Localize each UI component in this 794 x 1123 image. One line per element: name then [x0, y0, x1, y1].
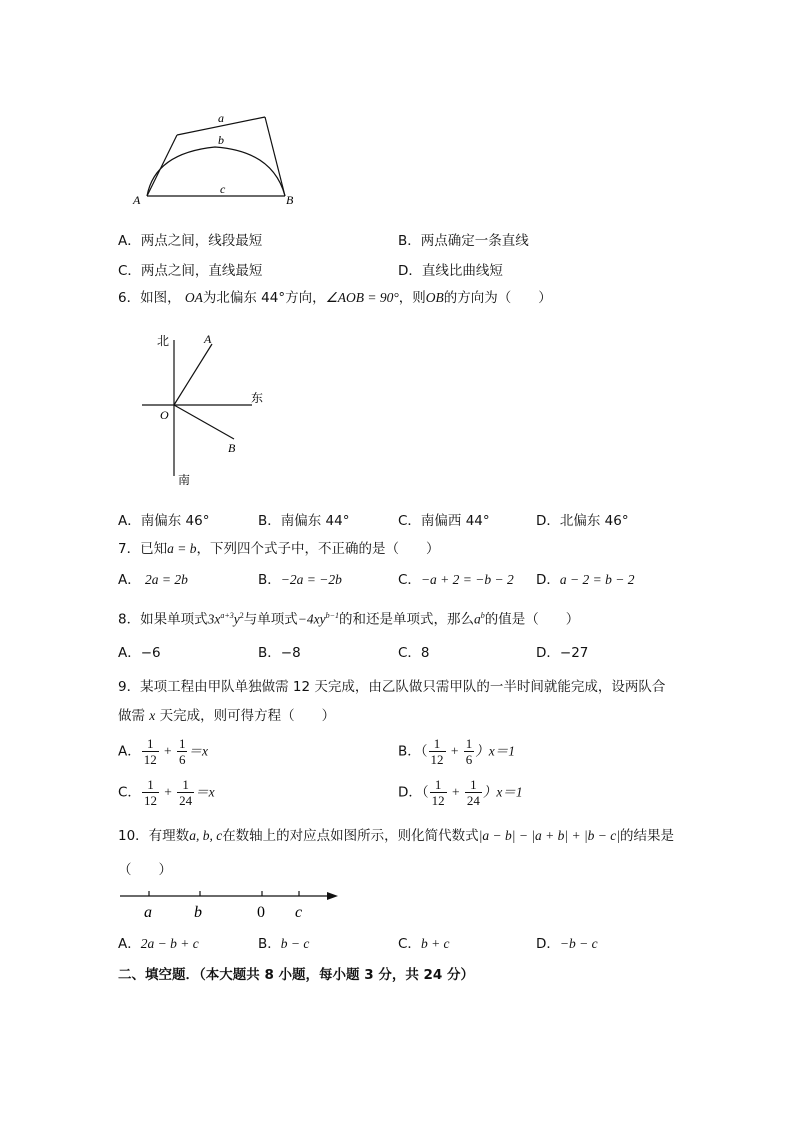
- q9-b-plus: +: [450, 743, 459, 759]
- q9-d-frac2-den: 24: [466, 793, 480, 808]
- label-east: 东: [251, 391, 264, 405]
- q8-ab-base: a: [474, 611, 481, 627]
- q8-mono1-y: y: [233, 611, 240, 627]
- q9-b-frac1-den: 12: [430, 752, 444, 767]
- q9-a-frac2: [177, 736, 188, 767]
- q9-d-prefix: D．（: [398, 784, 429, 801]
- q9-a-tail: ＝x: [188, 743, 208, 759]
- q10-stem-mid: 在数轴上的对应点如图所示，则化简代数式: [222, 828, 479, 844]
- q7-option-b-prefix: B．: [258, 572, 281, 588]
- q5-option-c: C．两点之间，直线最短: [118, 263, 263, 279]
- q9-c-tail: ＝x: [195, 784, 215, 800]
- q9-a-frac1-den: 12: [143, 752, 157, 767]
- q7-option-c-prefix: C．: [398, 572, 421, 588]
- label-A: A: [204, 332, 212, 346]
- q10-option-d-expr: −b − c: [559, 936, 598, 951]
- q9-option-b: [398, 736, 515, 767]
- q8-option-b: B．−8: [258, 645, 301, 661]
- q9-option-a: [118, 736, 208, 767]
- label-north: 北: [157, 334, 170, 348]
- q10-stem-vars: a, b, c: [189, 828, 223, 843]
- q6-stem: [118, 288, 552, 308]
- q8-ab-exp: b: [480, 611, 485, 620]
- q10-stem-pre: 10．有理数: [118, 828, 190, 844]
- q6-option-a: A．南偏东 46°: [118, 513, 210, 529]
- q8-stem-end: 的值是（ ）: [484, 611, 580, 628]
- q9-a-frac2-den: 6: [178, 752, 186, 767]
- q10-option-c-prefix: C．: [398, 936, 421, 952]
- q10-option-d-prefix: D．: [536, 936, 560, 952]
- q6-stem-oa: OA: [184, 290, 203, 305]
- q9-c-prefix: C．: [118, 784, 141, 801]
- segment-arc-figure: [125, 105, 305, 210]
- q9-c-plus: +: [164, 784, 172, 800]
- q8-mono1: 3x: [207, 611, 221, 627]
- q10-option-a: [118, 934, 199, 954]
- q8-stem-mid: 与单项式: [243, 611, 298, 628]
- q8-mono2: −4xy: [297, 611, 326, 627]
- q6-stem-then: ，则: [398, 290, 426, 306]
- q7-stem-pre: 7．已知: [118, 541, 168, 557]
- section-heading-fill-in: 二、填空题．（本大题共 8 小题，每小题 3 分，共 24 分）: [118, 967, 475, 983]
- q9-d-frac2: [465, 777, 482, 808]
- q7-option-d-prefix: D．: [536, 572, 560, 588]
- q9-d-frac1-den: 12: [431, 793, 445, 808]
- q8-option-a: A．−6: [118, 645, 161, 661]
- q7-option-a-expr: 2a = 2b: [145, 572, 188, 587]
- q9-option-c: [118, 777, 215, 808]
- q6-stem-mid: 为北偏东 44°方向，: [202, 290, 326, 306]
- q9-a-prefix: A．: [118, 743, 141, 760]
- q10-option-a-expr: 2a − b + c: [140, 936, 199, 951]
- q9-c-frac1-den: 12: [143, 793, 157, 808]
- q9-c-frac2-den: 24: [179, 793, 193, 808]
- q8-mono1-yexp: 2: [239, 611, 244, 620]
- q10-option-c: [398, 934, 450, 954]
- q8-option-c: C．8: [398, 645, 430, 661]
- compass-figure: [140, 328, 280, 490]
- q9-d-frac1: [430, 777, 447, 808]
- q9-b-frac1-num: 1: [429, 736, 446, 752]
- q6-option-c: C．南偏西 44°: [398, 513, 490, 529]
- q7-option-d-expr: a − 2 = b − 2: [559, 572, 635, 587]
- label-B: B: [286, 193, 294, 207]
- q7-option-d: [536, 570, 635, 590]
- q5-option-a: A．两点之间，线段最短: [118, 233, 263, 249]
- q10-stem: [118, 826, 674, 846]
- q8-stem: [118, 606, 579, 630]
- q6-option-b: B．南偏东 44°: [258, 513, 350, 529]
- q9-a-frac1-num: 1: [142, 736, 159, 752]
- q8-option-d: D．−27: [536, 645, 589, 661]
- q9-stem-line2: [118, 706, 335, 726]
- q9-stem-line1: 9．某项工程由甲队单独做需 12 天完成，由乙队做只需甲队的一半时间就能完成，设两队合: [118, 679, 666, 695]
- q9-d-frac2-num: 1: [465, 777, 482, 793]
- q9-d-plus: +: [451, 784, 460, 800]
- q9-c-frac2: [177, 777, 194, 808]
- label-B: B: [228, 441, 236, 455]
- label-south: 南: [178, 473, 191, 487]
- q7-option-a: [118, 570, 188, 590]
- q9-a-plus: +: [164, 743, 172, 759]
- q10-option-c-expr: b + c: [420, 936, 450, 951]
- axis-label-c: c: [295, 904, 303, 921]
- axis-label-a: a: [144, 904, 152, 921]
- q9-line2-pre: 做需: [118, 708, 145, 724]
- axis-label-zero: 0: [257, 904, 265, 921]
- q8-stem-pre: 8．如果单项式: [118, 611, 208, 628]
- q8-stem-mid2: 的和还是单项式，那么: [339, 611, 474, 628]
- q9-a-frac2-num: 1: [178, 736, 186, 751]
- q10-stem-expr: |a − b| − |a + b| + |b − c|: [478, 828, 620, 843]
- q9-b-frac2: [464, 736, 475, 767]
- q10-stem-end: 的结果是: [620, 828, 674, 844]
- q7-option-b: [258, 570, 342, 590]
- q9-b-frac1: [429, 736, 446, 767]
- q6-option-d: D．北偏东 46°: [536, 513, 629, 529]
- q5-option-b: B．两点确定一条直线: [398, 233, 529, 249]
- label-a: a: [218, 111, 224, 125]
- q10-option-d: [536, 934, 598, 954]
- label-A: A: [133, 193, 141, 207]
- q10-option-a-prefix: A．: [118, 936, 141, 952]
- q7-option-c: [398, 570, 514, 590]
- q10-option-b: [258, 934, 309, 954]
- q10-stem-paren: （ ）: [118, 862, 172, 878]
- q7-stem: [118, 539, 439, 559]
- q7-option-a-prefix: A．: [118, 572, 141, 588]
- q6-stem-angle: ∠AOB = 90°: [325, 290, 399, 305]
- q9-b-tail: ）x＝1: [475, 743, 515, 759]
- q10-option-b-expr: b − c: [280, 936, 310, 951]
- q9-line2-end: 天完成，则可得方程（ ）: [159, 708, 336, 724]
- q9-line2-x: x: [149, 708, 156, 723]
- label-O: O: [160, 408, 169, 422]
- q9-option-d: [398, 777, 523, 808]
- q7-option-b-expr: −2a = −2b: [280, 572, 342, 587]
- q9-b-prefix: B．（: [398, 743, 428, 760]
- q9-c-frac1-num: 1: [142, 777, 159, 793]
- q5-option-d: D．直线比曲线短: [398, 263, 503, 279]
- q7-stem-end: ，下列四个式子中，不正确的是（ ）: [196, 541, 440, 557]
- q9-c-frac2-num: 1: [177, 777, 194, 793]
- q9-c-frac1: [142, 777, 159, 808]
- label-c: c: [220, 182, 226, 196]
- q9-b-frac2-num: 1: [465, 736, 473, 751]
- axis-label-b: b: [194, 904, 202, 921]
- q6-stem-ob: OB: [425, 290, 444, 305]
- q9-b-frac2-den: 6: [465, 752, 473, 767]
- q9-d-tail: ）x＝1: [482, 784, 523, 800]
- label-b: b: [218, 133, 224, 147]
- q9-a-frac1: [142, 736, 159, 767]
- q7-option-c-expr: −a + 2 = −b − 2: [420, 572, 514, 587]
- q10-option-b-prefix: B．: [258, 936, 281, 952]
- q7-stem-eq: a = b: [167, 541, 197, 556]
- number-line-figure: [118, 884, 348, 924]
- q8-mono1-exp: a+3: [220, 611, 234, 620]
- q9-d-frac1-num: 1: [430, 777, 447, 793]
- q6-stem-end: 的方向为（ ）: [443, 290, 552, 306]
- q8-mono2-exp: b−1: [325, 611, 339, 620]
- q6-stem-pre: 6．如图，: [118, 290, 181, 306]
